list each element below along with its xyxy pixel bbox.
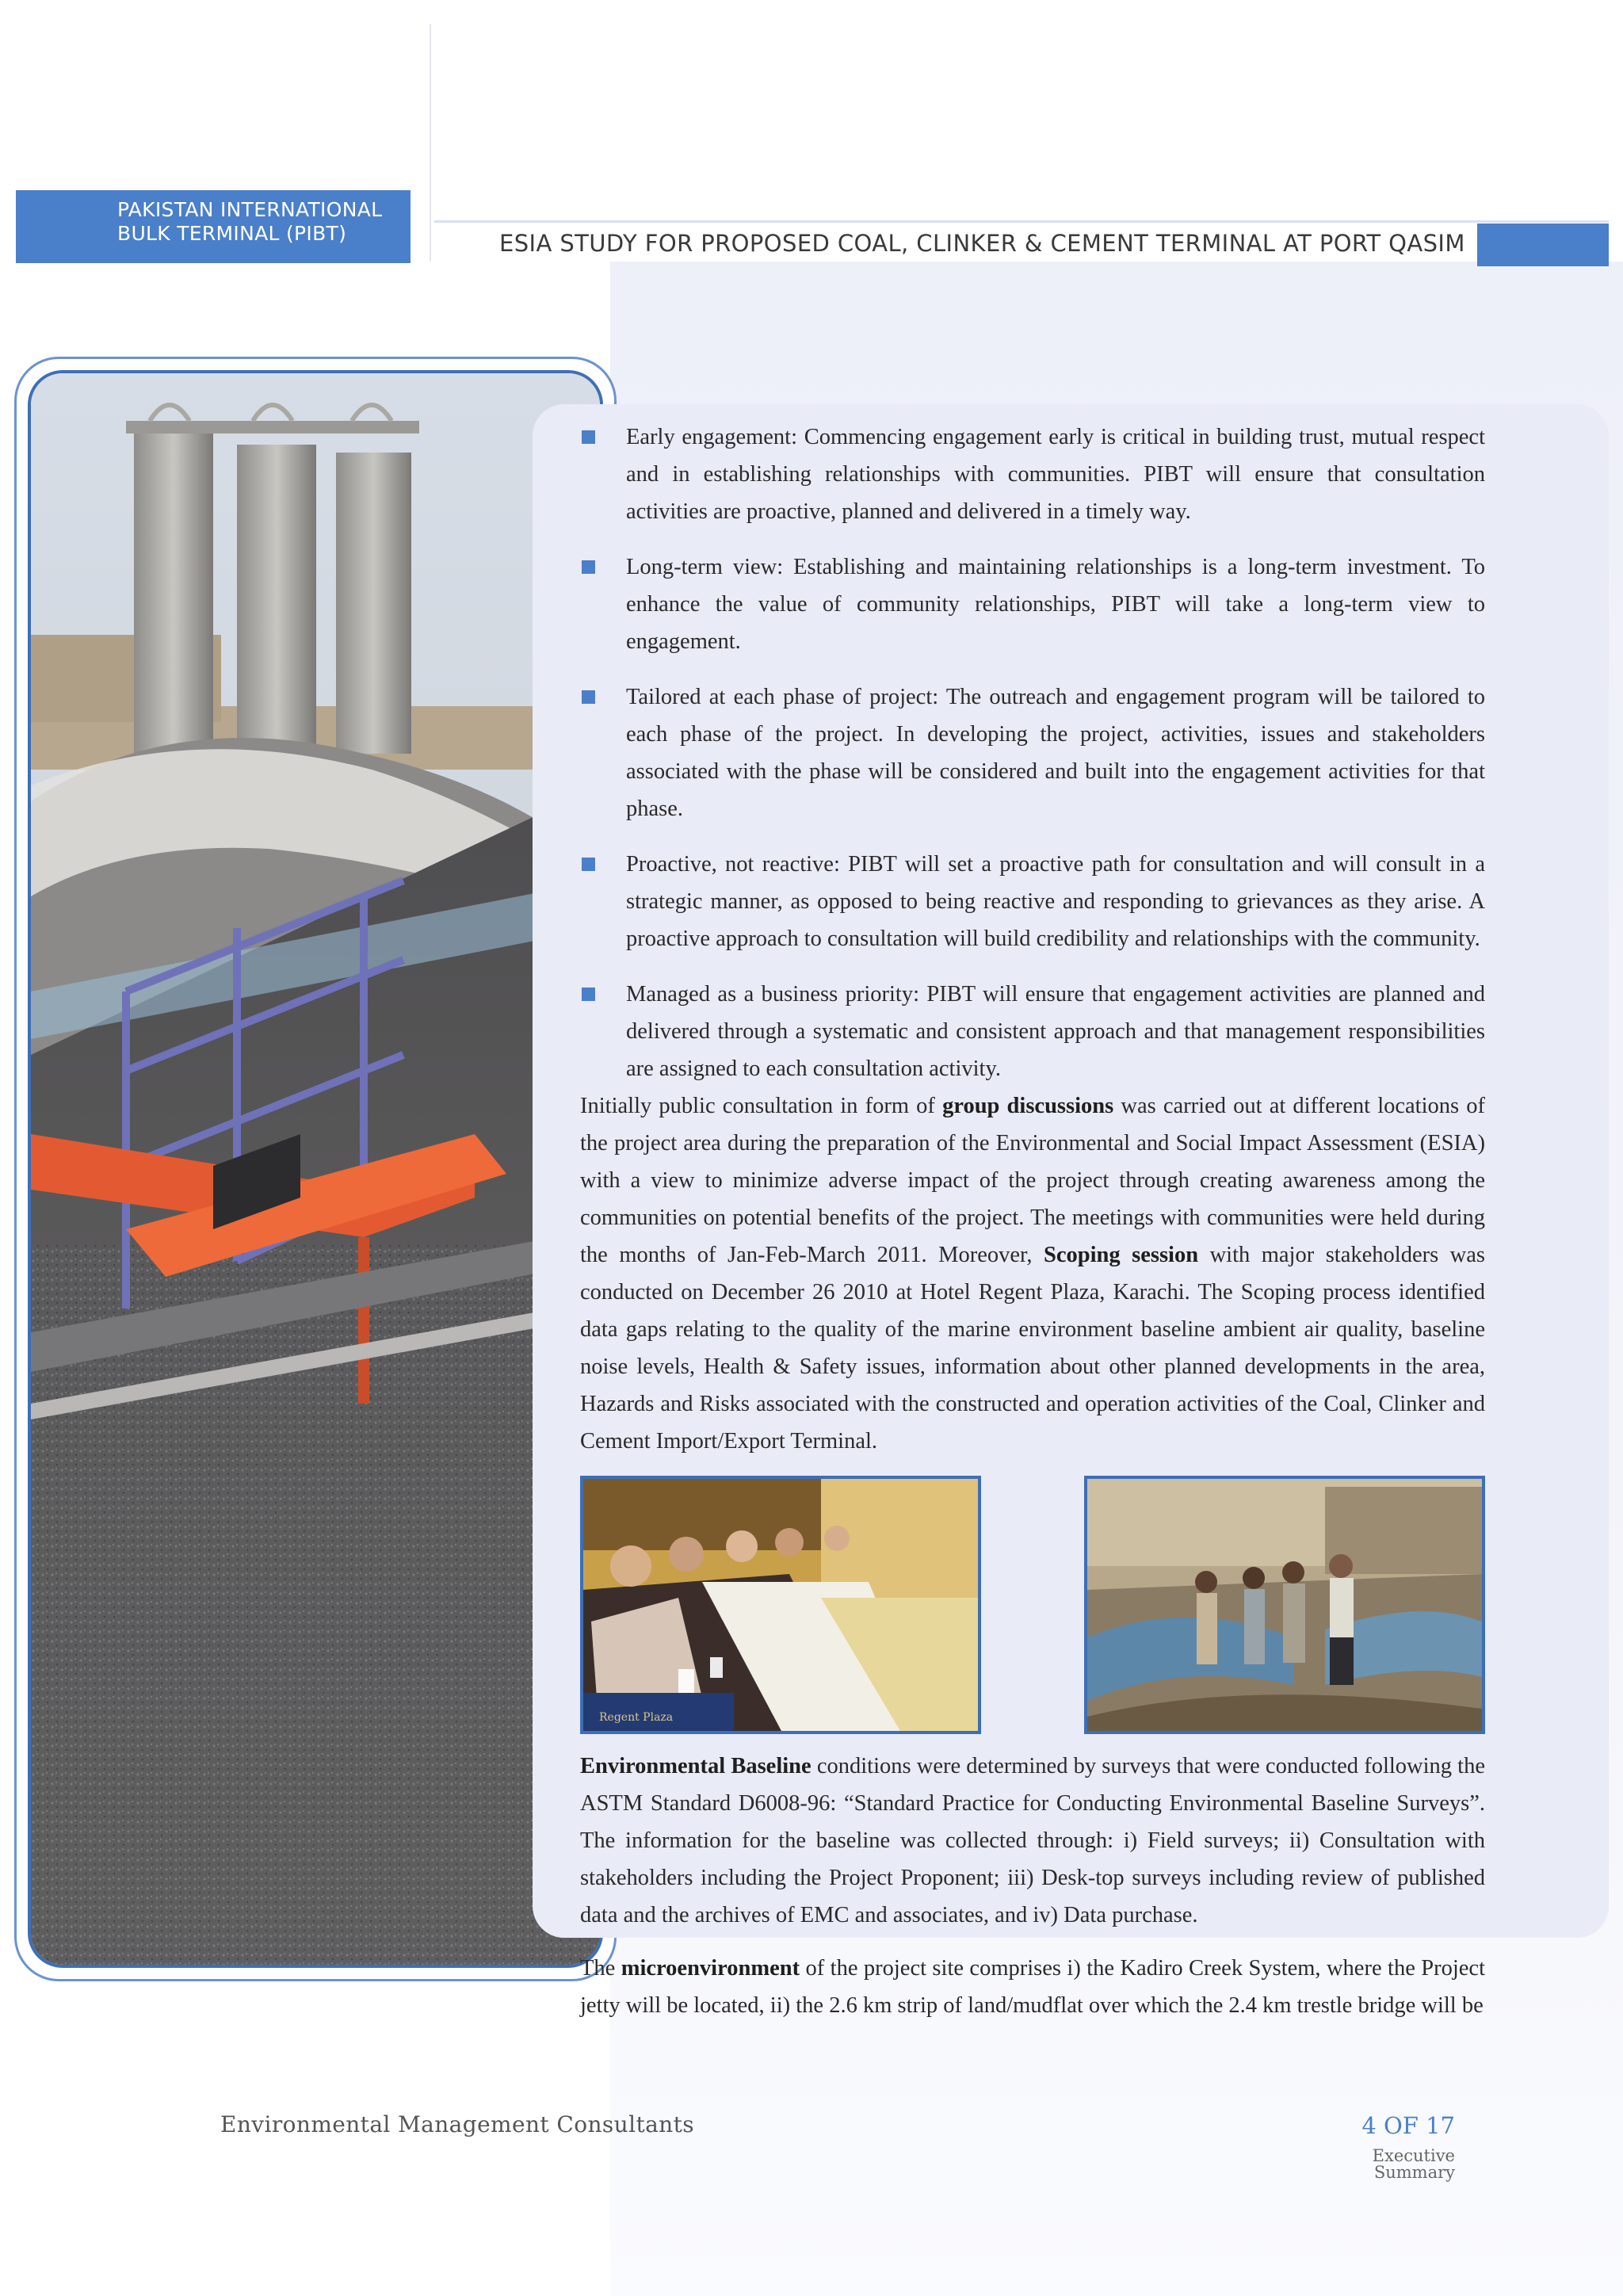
footer-company: Environmental Management Consultants <box>220 2111 695 2137</box>
photo-row <box>580 1476 1485 1740</box>
section-label-line: Summary <box>1373 2163 1455 2182</box>
list-item <box>580 548 1485 660</box>
header-tab <box>1477 223 1609 266</box>
page-number: 4 OF 17 <box>1361 2112 1455 2139</box>
microenvironment-paragraph: The microenvironment of the project site comprises i) the Kadiro Creek System, where the Project jetty will be located, ii) the 2.6 km strip of land/mudflat over which the 2.4 km trestle bridge will be <box>580 1956 1485 2018</box>
list-item <box>580 678 1485 827</box>
terminal-photo <box>28 370 603 1968</box>
document-title: ESIA STUDY FOR PROPOSED COAL, CLINKER & CEMENT TERMINAL AT PORT QASIM <box>499 230 1465 257</box>
square-bullet-icon <box>582 988 595 1001</box>
header-divider <box>430 24 431 262</box>
list-item-text: Tailored at each phase of project: The outreach and engagement program will be tailored to each phase of the project. In developing the project, activities, issues and stakeholders associated with the phase will be considered and built into the engagement activities for that phase. <box>626 685 1485 821</box>
list-item-text: Managed as a business priority: PIBT will ensure that engagement activities are planned and delivered through a systematic and consistent approach and that management responsibilities are assigned to each consultation activity. <box>626 982 1485 1081</box>
square-bullet-icon <box>582 560 595 574</box>
list-item <box>580 418 1485 530</box>
main-content <box>580 418 1485 2024</box>
header-rule <box>434 220 1609 223</box>
list-item-text: Early engagement: Commencing engagement early is critical in building trust, mutual respect and in establishing relationships with communities. PIBT will ensure that consultation activities are proactive, planned and delivered in a timely way. <box>626 425 1485 524</box>
meeting-photo <box>580 1476 981 1734</box>
section-label <box>1328 2148 1455 2181</box>
section-label-line: Executive <box>1372 2146 1455 2165</box>
consultation-paragraph: Initially public consultation in form of group discussions was carried out at different locations of the project area during the preparation of the Environmental and Social Impact Assessment (ESIA) with a view to minimize adverse impact of the project through creating awareness among the communities on potential benefits of the project. The meetings with communities were held during the months of Jan-Feb-March 2011. Moreover, Scoping session with major stakeholders was conducted on December 26 2010 at Hotel Regent Plaza, Karachi. The Scoping process identified data gaps relating to the quality of the marine environment baseline ambient air quality, baseline noise levels, Health & Safety issues, information about other planned developments in the area, Hazards and Risks associated with the constructed and operation activities of the Coal, Clinker and Cement Import/Export Terminal. <box>580 1094 1485 1454</box>
regent-plaza-logo: Regent Plaza <box>599 1711 674 1724</box>
side-photo-frame <box>14 357 617 1981</box>
organization-label: PAKISTAN INTERNATIONAL BULK TERMINAL (PIBT) <box>16 190 411 263</box>
community-photo <box>1084 1476 1485 1734</box>
list-item <box>580 976 1485 1087</box>
square-bullet-icon <box>582 858 595 871</box>
square-bullet-icon <box>582 430 595 444</box>
list-item-text: Long-term view: Establishing and maintaining relationships is a long-term investment. To enhance the value of community relationships, PIBT will take a long-term view to engagement. <box>626 555 1485 654</box>
baseline-paragraph: Environmental Baseline conditions were determined by surveys that were conducted following the ASTM Standard D6008-96: “Standard Practice for Conducting Environmental Baseline Surveys”. The information for the baseline was collected through: i) Field surveys; ii) Consultation with stakeholders including the Project Proponent; iii) Desk-top surveys including review of published data and the archives of EMC and associates, and iv) Data purchase. <box>580 1754 1486 1927</box>
list-item <box>580 846 1485 957</box>
list-item-text: Proactive, not reactive: PIBT will set a proactive path for consultation and will consult in a strategic manner, as opposed to being reactive and responding to grievances as they arise. A proactive approach to consultation will build credibility and relationships with the community. <box>626 852 1485 951</box>
square-bullet-icon <box>582 690 595 704</box>
principles-list <box>580 418 1485 1087</box>
